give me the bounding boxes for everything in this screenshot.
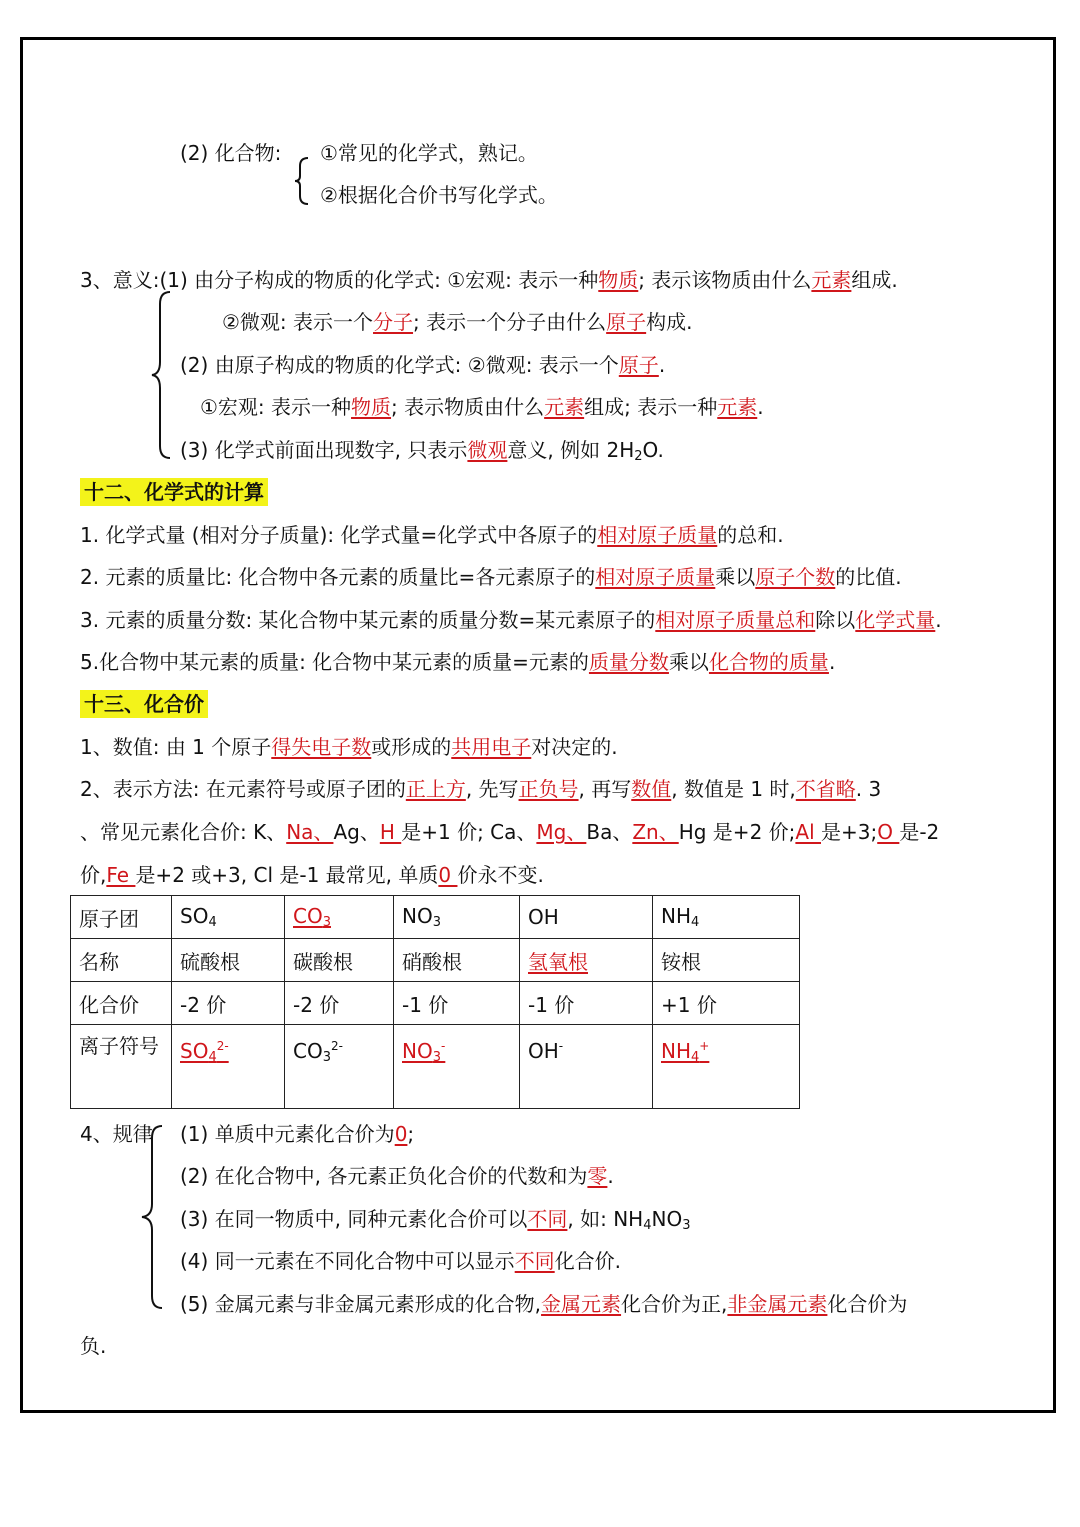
meaning-line-4: ①宏观: 表示一种物质; 表示物质由什么元素组成; 表示一种元素. bbox=[200, 395, 764, 419]
table-row bbox=[71, 982, 800, 1025]
table-cell: $NO_3$ bbox=[394, 896, 520, 939]
section-12-heading: 十二、化学式的计算 bbox=[80, 478, 268, 506]
compound-item-2: ②根据化合价书写化学式。 bbox=[320, 183, 558, 207]
compound-label: (2) 化合物: bbox=[180, 141, 282, 165]
valence-line-4: 价,Fe 是+2 或+3, Cl 是-1 最常见, 单质0 价永不变. bbox=[80, 863, 544, 887]
valence-line-3: 、常见元素化合价: K、Na、Ag、H 是+1 价; Ca、Mg、Ba、Zn、Hg 是+2 价;Al 是+3;O 是-2 bbox=[80, 820, 940, 844]
table-cell: 碳酸根 bbox=[285, 939, 394, 982]
table-cell: 铵根 bbox=[653, 939, 800, 982]
row-label: 化合价 bbox=[71, 982, 172, 1025]
calc-line-2: 2. 元素的质量比: 化合物中各元素的质量比=各元素原子的相对原子质量乘以原子个数的比值. bbox=[80, 565, 902, 589]
table-cell: $CO_3$ bbox=[285, 896, 394, 939]
rule-5-continued: 负. bbox=[80, 1334, 107, 1358]
table-cell: +1 价 bbox=[653, 982, 800, 1025]
brace-compound bbox=[294, 156, 314, 206]
compound-item-1: ①常见的化学式，熟记。 bbox=[320, 141, 538, 165]
radical-table bbox=[70, 895, 800, 1109]
rule-3: (3) 在同一物质中, 同种元素化合价可以不同, 如: $NH_4NO_3$ bbox=[180, 1207, 691, 1233]
rule-2: (2) 在化合物中, 各元素正负化合价的代数和为零. bbox=[180, 1164, 614, 1188]
table-cell: OH- bbox=[520, 1025, 653, 1109]
meaning-line-3: (2) 由原子构成的物质的化学式: ②微观: 表示一个原子. bbox=[180, 353, 666, 377]
row-label: 原子团 bbox=[71, 896, 172, 939]
table-row bbox=[71, 939, 800, 982]
table-cell: $CO_3^{2-}$ bbox=[285, 1025, 394, 1109]
calc-line-3: 3. 元素的质量分数: 某化合物中某元素的质量分数=某元素原子的相对原子质量总和除以化学式量. bbox=[80, 608, 942, 632]
brace-rules bbox=[140, 1124, 166, 1310]
section-13-heading: 十三、化合价 bbox=[80, 690, 208, 718]
table-cell: -2 价 bbox=[172, 982, 285, 1025]
rules-label: 4、规律 bbox=[80, 1122, 153, 1146]
row-label: 名称 bbox=[71, 939, 172, 982]
calc-line-1: 1. 化学式量 (相对分子质量): 化学式量=化学式中各原子的相对原子质量的总和. bbox=[80, 523, 784, 547]
table-row bbox=[71, 896, 800, 939]
table-cell: -2 价 bbox=[285, 982, 394, 1025]
table-cell: $NO_3^-$ bbox=[394, 1025, 520, 1109]
table-cell: OH bbox=[520, 896, 653, 939]
meaning-line-5: (3) 化学式前面出现数字, 只表示微观意义, 例如 $2H_2O$. bbox=[180, 438, 664, 464]
rule-4: (4) 同一元素在不同化合物中可以显示不同化合价. bbox=[180, 1249, 622, 1273]
valence-line-2: 2、表示方法: 在元素符号或原子团的正上方, 先写正负号, 再写数值, 数值是 1 时,不省略. 3 bbox=[80, 777, 882, 801]
row-label: 离子符号 bbox=[71, 1025, 172, 1109]
meaning-line-1: 3、意义:(1) 由分子构成的物质的化学式: ①宏观: 表示一种物质; 表示该物质由什么元素组成. bbox=[80, 268, 898, 292]
meaning-line-2: ②微观: 表示一个分子; 表示一个分子由什么原子构成. bbox=[222, 310, 693, 334]
valence-line-1: 1、数值: 由 1 个原子得失电子数或形成的共用电子对决定的. bbox=[80, 735, 618, 759]
table-cell: -1 价 bbox=[520, 982, 653, 1025]
rule-1: (1) 单质中元素化合价为0; bbox=[180, 1122, 415, 1146]
table-cell: 硫酸根 bbox=[172, 939, 285, 982]
table-cell: $NH_4^+$ bbox=[653, 1025, 800, 1109]
table-row bbox=[71, 1025, 800, 1109]
table-cell: $SO_4$ bbox=[172, 896, 285, 939]
brace-meaning bbox=[150, 290, 174, 460]
table-cell: -1 价 bbox=[394, 982, 520, 1025]
rule-5: (5) 金属元素与非金属元素形成的化合物,金属元素化合价为正,非金属元素化合价为 bbox=[180, 1292, 908, 1316]
table-cell: $NH_4$ bbox=[653, 896, 800, 939]
table-cell: 硝酸根 bbox=[394, 939, 520, 982]
table-cell: 氢氧根 bbox=[520, 939, 653, 982]
calc-line-4: 5.化合物中某元素的质量: 化合物中某元素的质量=元素的质量分数乘以化合物的质量. bbox=[80, 650, 836, 674]
table-cell: $SO_4^{2-}$ bbox=[172, 1025, 285, 1109]
